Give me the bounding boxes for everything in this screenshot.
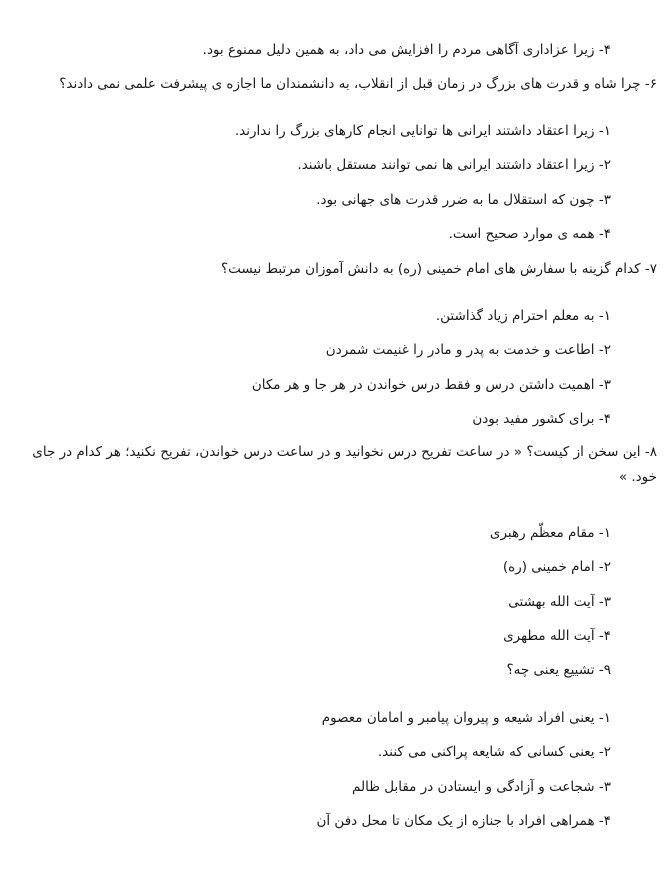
q5-option-4: ۴- زیرا عزاداری آگاهی مردم را افزایش می داد، به همین دلیل ممنوع بود. (202, 42, 611, 58)
q8-option-3: ۳- آیت الله بهشتی (508, 594, 611, 610)
q8-option-4: ۴- آیت الله مطهری (503, 628, 611, 644)
q9-option-2: ۲- یعنی کسانی که شایعه پراکنی می کنند. (377, 744, 611, 760)
q7-option-3: ۳- اهمیت داشتن درس و فقط درس خواندن در هر جا و هر مکان (251, 377, 611, 393)
q8-option-2: ۲- امام خمینی (ره) (502, 559, 611, 575)
q9-question: ۹- تشییع یعنی چه؟ (506, 662, 611, 678)
q6-question: ۶- چرا شاه و قدرت های بزرگ در زمان قبل از انقلاب، به دانشمندان ما اجازه ی پیشرفت علمی نمی دادند؟ (59, 76, 657, 92)
q8-question: ۸- این سخن از کیست؟ « در ساعت تفریح درس نخوانید و در ساعت درس خواندن، تفریح نکنید؛ هر کدام در جای خود. » (32, 444, 657, 485)
q9-option-3: ۳- شجاعت و آزادگی و ایستادن در مقابل ظالم (352, 779, 611, 795)
q9-option-4: ۴- همراهی افراد با جنازه از یک مکان تا محل دفن آن (316, 813, 611, 829)
q9-option-1: ۱- یعنی افراد شیعه و پیروان پیامبر و امامان معصوم (321, 710, 611, 726)
q8-option-1: ۱- مقام معظّم رهبری (489, 525, 611, 541)
q7-question: ۷- کدام گزینه با سفارش های امام خمینی (ره) به دانش آموزان مرتبط نیست؟ (220, 261, 657, 277)
q6-option-4: ۴- همه ی موارد صحیح است. (448, 226, 611, 242)
q7-option-1: ۱- به معلم احترام زیاد گذاشتن. (435, 308, 611, 324)
q6-option-1: ۱- زیرا اعتقاد داشتند ایرانی ها توانایی انجام کارهای بزرگ را ندارند. (234, 123, 611, 139)
q6-option-3: ۳- چون که استقلال ما به ضرر قدرت های جهانی بود. (316, 192, 611, 208)
q7-option-4: ۴- برای کشور مفید بودن (472, 411, 611, 427)
q6-option-2: ۲- زیرا اعتقاد داشتند ایرانی ها نمی توانند مستقل باشند. (297, 157, 611, 173)
q7-option-2: ۲- اطاعت و خدمت به پدر و مادر را غنیمت شمردن (325, 342, 611, 358)
